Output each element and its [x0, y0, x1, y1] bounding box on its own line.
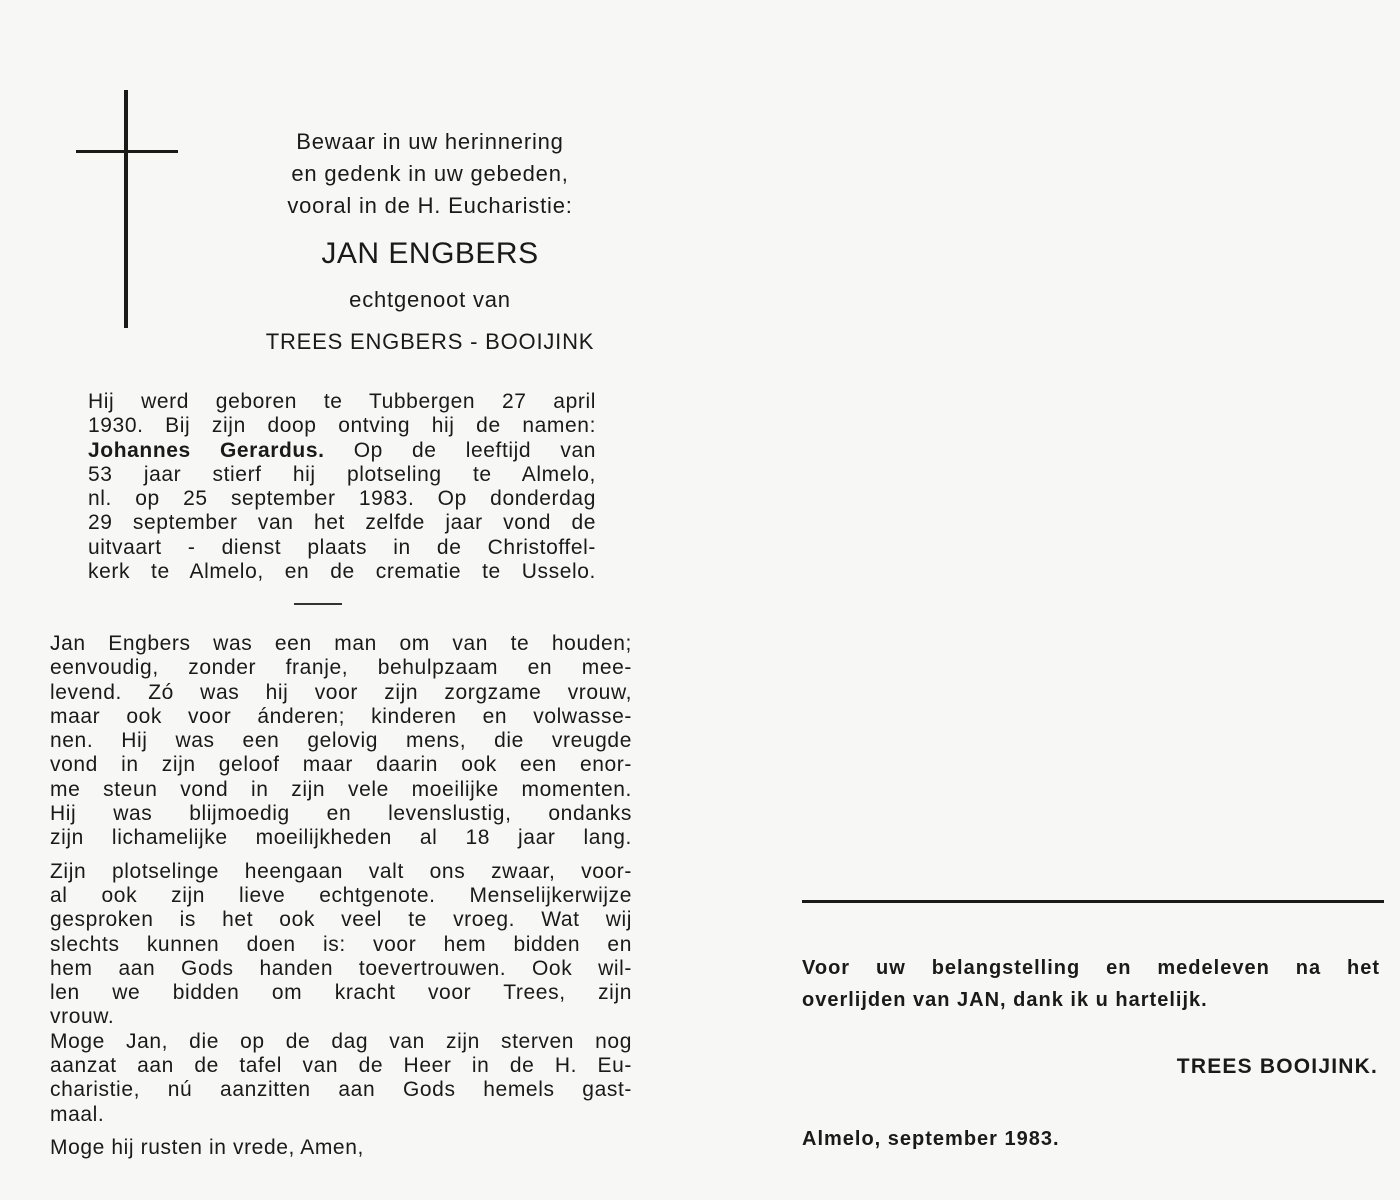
tribute-line: hem aan Gods handen toevertrouwen. Ook wil- [50, 956, 632, 980]
right-column-rule [802, 900, 1384, 903]
bio-line: kerk te Almelo, en de crematie te Usselo. [88, 560, 596, 584]
bio-line: 53 jaar stierf hij plotseling te Almelo, [88, 462, 596, 486]
baptism-names: Johannes Gerardus. [88, 438, 325, 462]
section-divider [294, 603, 342, 605]
tribute-paragraph-2 [50, 860, 632, 1127]
tribute-line: maar ook voor ánderen; kinderen en volwasse- [50, 704, 632, 728]
tribute-line: nen. Hij was een gelovig mens, die vreugde [50, 729, 632, 753]
bio-line-rest: Op de leeftijd van [324, 438, 596, 462]
tribute-line: len we bidden om kracht voor Trees, zijn [50, 981, 632, 1005]
bio-line: uitvaart - dienst plaats in de Christoffel- [88, 535, 596, 559]
cross-icon-bar [76, 150, 178, 153]
tribute-line: eenvoudig, zonder franje, behulpzaam en mee- [50, 656, 632, 680]
header-line-2: en gedenk in uw gebeden, [291, 161, 569, 186]
tribute-line: al ook zijn lieve echtgenote. Menselijkerwijze [50, 883, 632, 907]
bio-line: 1930. Bij zijn doop ontving hij de namen: [88, 414, 596, 438]
tribute-line: me steun vond in zijn vele moeilijke momenten. [50, 777, 632, 801]
bio-line: Hij werd geboren te Tubbergen 27 april [88, 390, 596, 413]
closing-line: Moge hij rusten in vrede, Amen, [50, 1135, 364, 1159]
cross-icon [124, 90, 128, 328]
deceased-name: JAN ENGBERS [321, 237, 539, 270]
header-line-3: vooral in de H. Eucharistie: [287, 193, 573, 218]
tribute-line: Zijn plotselinge heengaan valt ons zwaar, voor- [50, 859, 632, 883]
place-date: Almelo, september 1983. [802, 1128, 1060, 1150]
tribute-line: gesproken is het ook veel te vroeg. Wat wij [50, 908, 632, 932]
spouse-name: TREES ENGBERS - BOOIJINK [265, 329, 595, 354]
tribute-line: Jan Engbers was een man om van te houden; [50, 632, 632, 655]
tribute-line: vrouw. [50, 1005, 115, 1029]
tribute-line: levend. Zó was hij voor zijn zorgzame vrouw, [50, 680, 632, 704]
tribute-line: Moge Jan, die op de dag van zijn sterven nog [50, 1029, 632, 1053]
tribute-line: charistie, nú aanzitten aan Gods hemels gast- [50, 1078, 632, 1102]
bio-line [88, 439, 596, 463]
thanks-line-1: Voor uw belangstelling en medeleven na het [802, 957, 1380, 979]
tribute-line: vond in zijn geloof maar daarin ook een enor- [50, 753, 632, 777]
header-line-1: Bewaar in uw herinnering [296, 129, 564, 154]
thanks-line-2: overlijden van JAN, dank ik u hartelijk. [802, 989, 1208, 1011]
tribute-line: maal. [50, 1102, 105, 1126]
header-block [230, 126, 630, 358]
tribute-line: Hij was blijmoedig en levenslustig, ondanks [50, 802, 632, 826]
biography-paragraph [88, 390, 596, 584]
tribute-line: zijn lichamelijke moeilijkheden al 18 jaar lang. [50, 826, 632, 850]
tribute-line: aanzat aan de tafel van de Heer in de H. Eu- [50, 1054, 632, 1078]
signature: TREES BOOIJINK. [1176, 1055, 1378, 1078]
tribute-line: slechts kunnen doen is: voor hem bidden en [50, 932, 632, 956]
tribute-text [50, 632, 632, 1160]
tribute-paragraph-1 [50, 632, 632, 851]
relation-label: echtgenoot van [349, 287, 511, 312]
bio-line: 29 september van het zelfde jaar vond de [88, 511, 596, 535]
bio-line: nl. op 25 september 1983. Op donderdag [88, 487, 596, 511]
thanks-note [802, 952, 1380, 1016]
